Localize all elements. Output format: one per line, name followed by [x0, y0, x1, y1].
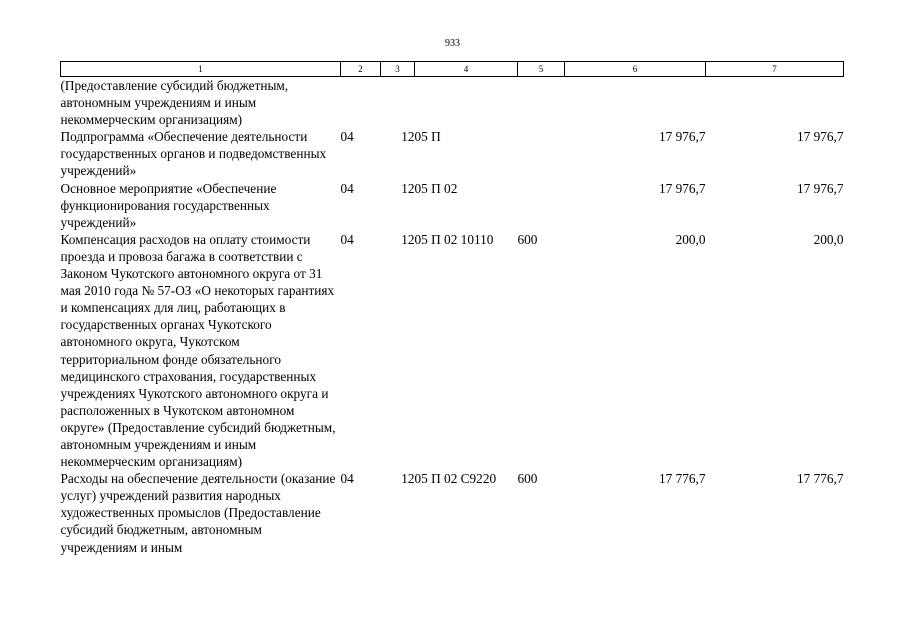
row-name: Основное мероприятие «Обеспечение функционирования государственных учреждений»: [60, 180, 277, 230]
row-amount-2: 200,0: [813, 231, 844, 247]
row-subsection: 12: [401, 129, 415, 145]
row-target-code: 05 П: [414, 129, 441, 145]
row-section: 04: [340, 180, 354, 196]
column-header: 7: [706, 62, 844, 77]
row-amount-2: 17 976,7: [796, 180, 844, 196]
row-amount-2: [706, 77, 844, 129]
column-header: 4: [415, 62, 518, 77]
row-name: Расходы на обеспечение деятельности (оказание услуг) учреждений развития народных художественных промыслов (Предоставление субсидий бюджетным, автономным учреждениям и иным: [60, 471, 336, 555]
row-subsection: 12: [401, 180, 415, 196]
row-name: Подпрограмма «Обеспечение деятельности государственных органов и подведомственных учреждений»: [60, 129, 327, 179]
column-header: 2: [341, 62, 381, 77]
row-amount-1: 17 976,7: [658, 180, 706, 196]
row-expense-type: 600: [517, 471, 538, 487]
row-section: 04: [340, 129, 354, 145]
row-amount-2: 17 776,7: [796, 471, 844, 487]
row-target-code: 05 П 02 С9220: [414, 471, 497, 487]
column-header: 3: [381, 62, 415, 77]
page-number: 933: [445, 38, 460, 49]
table-row: [61, 128, 844, 179]
row-amount-1: 17 976,7: [658, 129, 706, 145]
row-amount-1: 17 776,7: [658, 471, 706, 487]
table-row: [61, 180, 844, 231]
table-row: [61, 231, 844, 470]
column-header: 6: [565, 62, 706, 77]
row-subsection: 12: [401, 231, 415, 247]
row-expense-type: [518, 180, 565, 231]
row-target-code: 05 П 02 10110: [414, 231, 494, 247]
row-expense-type: 600: [517, 231, 538, 247]
row-target-code: [415, 77, 518, 129]
table-row: [61, 470, 844, 555]
row-name: (Предоставление субсидий бюджетным, автономным учреждениям и иным некоммерческим организациям): [60, 78, 289, 128]
row-amount-1: 200,0: [675, 231, 706, 247]
table-row: [61, 77, 844, 129]
row-amount-2: 17 976,7: [796, 129, 844, 145]
row-target-code: 05 П 02: [414, 180, 458, 196]
row-expense-type: [518, 77, 565, 129]
row-subsection: 12: [401, 471, 415, 487]
row-subsection: [381, 77, 415, 129]
row-expense-type: [518, 128, 565, 179]
column-number-row: [61, 62, 844, 77]
column-header: 1: [61, 62, 341, 77]
budget-table: [60, 61, 844, 556]
row-section: [341, 77, 381, 129]
column-header: 5: [518, 62, 565, 77]
row-section: 04: [340, 231, 354, 247]
row-name: Компенсация расходов на оплату стоимости проезда и провоза багажа в соответствии с Законом Чукотского автономного округа от 31 мая 2010 года № 57-ОЗ «О некоторых гарантиях и компенсациях для лиц, работающих в государственных органах Чукотского автономного округа, Чукотском территориальном фонде обязательного медицинского страхования, государственных учреждениях Чукотского автономного округа и расположенных в Чукотском автономном округе» (Предоставление субсидий бюджетным, автономным учреждениям и иным некоммерческим организациям): [60, 231, 336, 470]
row-amount-1: [565, 77, 706, 129]
row-section: 04: [340, 471, 354, 487]
